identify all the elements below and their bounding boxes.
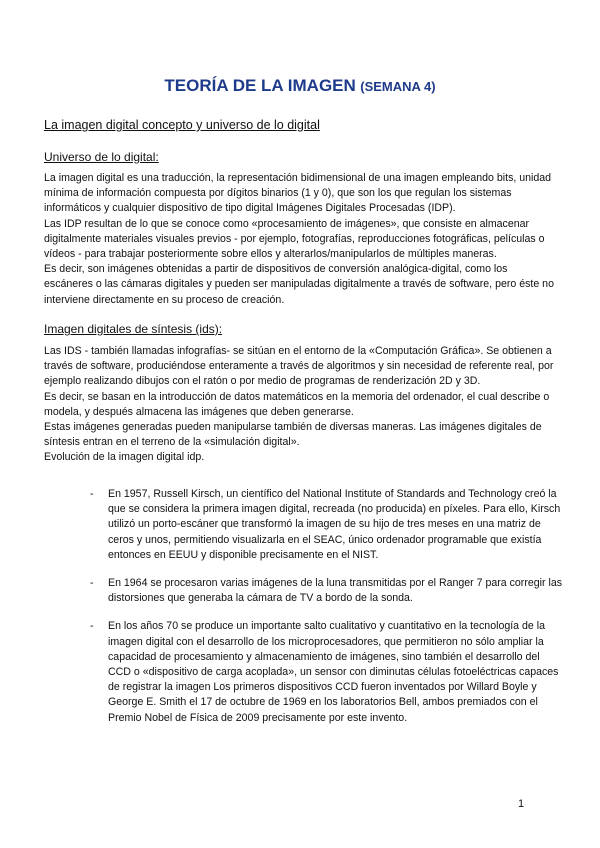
evolution-list [90, 487, 562, 726]
section-universo-title: Universo de lo digital: [44, 150, 159, 164]
section-universo-body [44, 171, 558, 308]
section-ids-body [44, 344, 558, 466]
list-item: - En 1957, Russell Kirsch, un científico del National Institute of Standards and Technology creó la que se considera la primera imagen digital, recreada (no producida) en píxeles. Para ello, Kirsch utilizó un porto-escáner que transformó la imagen de su hijo de tres meses en una matriz de ceros y unos, permitiendo visualizarla en el SEAC, único ordenador programable que existía entonces en EEUU y disponible precisamente en el NIST. [90, 487, 562, 563]
paragraph: Las IDS - también llamadas infografías- se sitúan en el entorno de la «Computación Gráfica». Se obtienen a través de software, produciéndose enteramente a través de algoritmos y sin necesidad de referente real, por ejemplo realizando dibujos con el ratón o por medio de programas de renderización 2D y 3D. [44, 345, 554, 388]
section-ids-title: Imagen digitales de síntesis (ids): [44, 322, 223, 336]
page-number: 1 [518, 798, 525, 810]
paragraph: Estas imágenes generadas pueden manipularse también de diversas maneras. Las imágenes digitales de síntesis entran en el terreno de la «simulación digital». [44, 421, 542, 449]
paragraph: La imagen digital es una traducción, la representación bidimensional de una imagen empleando bits, unidad mínima de información compuesta por dígitos binarios (1 y 0), que son los que regulan los sistemas informáticos y cualquier dispositivo de tipo digital Imágenes Digitales Procesadas (IDP). [44, 172, 552, 215]
list-item: - En los años 70 se produce un importante salto cualitativo y cuantitativo en la tecnología de la imagen digital con el desarrollo de los microprocesadores, que permitieron no sólo ampliar la capacidad de procesamiento y almacenamiento de imágenes, sino también el desarrollo del CCD o «dispositivo de carga acoplada», un sensor con diminutas células fotoeléctricas capaces de registrar la imagen Los primeros dispositivos CCD fueron inventados por Willard Boyle y George E. Smith el 17 de octubre de 1969 en los laboratorios Bell, ambos premiados con el Premio Nobel de Física de 2009 precisamente por este invento. [90, 619, 562, 725]
list-item: - En 1964 se procesaron varias imágenes de la luna transmitidas por el Ranger 7 para corregir las distorsiones que generaba la cámara de TV a bordo de la sonda. [90, 576, 562, 606]
main-heading: La imagen digital concepto y universo de lo digital [44, 118, 320, 132]
paragraph: Las IDP resultan de lo que se conoce como «procesamiento de imágenes», que consiste en almacenar digitalmente materiales visuales previos - por ejemplo, fotografías, reproducciones fotográficas, películas o vídeos - para trabajar posteriormente sobre ellos y alterarlos/manipularlos de múltiples maneras. [44, 217, 545, 261]
title-sub: (SEMANA 4) [360, 79, 436, 94]
paragraph: Es decir, son imágenes obtenidas a partir de dispositivos de conversión analógica-digital, como los escáneres o las cámaras digitales y pueden ser manipuladas digitalmente a través de software, pero éste no interviene directamente en su proceso de creación. [44, 263, 554, 306]
title-main: TEORÍA DE LA IMAGEN [164, 76, 356, 95]
page-title [0, 76, 600, 96]
paragraph: Evolución de la imagen digital idp. [44, 451, 205, 464]
paragraph: Es decir, se basan en la introducción de datos matemáticos en la memoria del ordenador, el cual describe o modela, y después almacena las imágenes que deben generarse. [44, 390, 550, 418]
